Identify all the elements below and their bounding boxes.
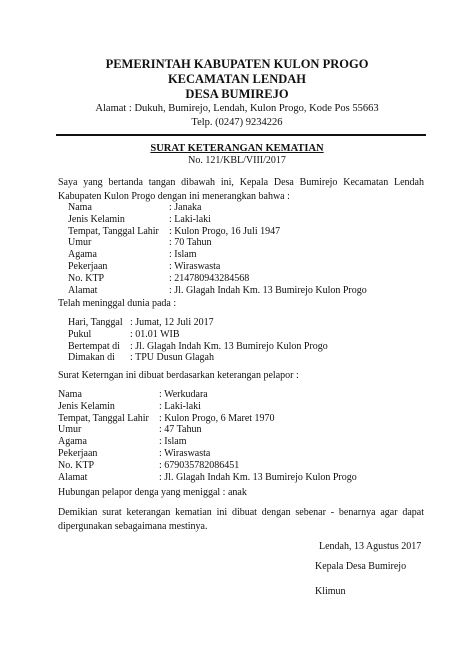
- death-row-value: : Jl. Glagah Indah Km. 13 Bumirejo Kulon Progo: [130, 340, 328, 352]
- intro-paragraph: Saya yang bertanda tangan dibawah ini, Kepala Desa Bumirejo Kecamatan Lendah Kabupaten Kulon Progo dengan ini menerangkan bahwa :: [58, 177, 424, 202]
- deceased-row-label: Tempat, Tanggal Lahir: [68, 225, 159, 237]
- header-district: KECAMATAN LENDAH: [167, 72, 307, 86]
- deceased-row-value: : Laki-laki: [169, 213, 211, 225]
- reporter-row: [58, 424, 357, 436]
- reporter-row-label: Agama: [58, 436, 87, 448]
- reporter-row-label: Pekerjaan: [58, 447, 98, 459]
- reporter-row: [58, 472, 357, 484]
- reporter-row-label: Tempat, Tanggal Lahir: [58, 412, 149, 424]
- deceased-row-value: : Janaka: [169, 202, 202, 213]
- deceased-row-value: : 70 Tahun: [169, 237, 212, 249]
- reporter-row-value: : 47 Tahun: [159, 424, 202, 436]
- deceased-row-label: Agama: [68, 249, 97, 261]
- death-row-value: : 01.01 WIB: [130, 328, 180, 340]
- death-intro: Telah meninggal dunia pada :: [58, 298, 177, 309]
- deceased-details: [68, 202, 367, 296]
- death-row-value: : Jumat, 12 Juli 2017: [130, 317, 214, 328]
- reporter-row-label: Umur: [58, 424, 82, 436]
- reporter-row-value: : Jl. Glagah Indah Km. 13 Bumirejo Kulon Progo: [159, 471, 357, 483]
- death-row-label: Dimakan di: [68, 352, 115, 364]
- deceased-row-label: Nama: [68, 202, 92, 213]
- signature-name: Klimun: [315, 586, 346, 597]
- death-row: [68, 341, 328, 353]
- deceased-row: [68, 214, 367, 226]
- reporter-row: [58, 460, 357, 472]
- deceased-row: [68, 285, 367, 297]
- death-row: [68, 317, 328, 329]
- reporter-row-label: No. KTP: [58, 459, 95, 471]
- reporter-row-value: : Laki-laki: [159, 400, 201, 412]
- reporter-row-value: : Werkudara: [159, 389, 208, 400]
- header-phone: Telp. (0247) 9234226: [191, 117, 283, 128]
- deceased-row-label: Jenis Kelamin: [68, 213, 125, 225]
- reporter-row-label: Nama: [58, 389, 82, 400]
- deceased-row-label: Alamat: [68, 284, 98, 296]
- header-divider: [56, 134, 426, 136]
- letter-title: SURAT KETERANGAN KEMATIAN: [150, 143, 324, 154]
- header-address: Alamat : Dukuh, Bumirejo, Lendah, Kulon Progo, Kode Pos 55663: [95, 103, 379, 114]
- relation-line: Hubungan pelapor denga yang meniggal : anak: [58, 487, 247, 498]
- header-regency: PEMERINTAH KABUPATEN KULON PROGO: [105, 57, 369, 71]
- reporter-row-label: Alamat: [58, 471, 88, 483]
- reporter-row: [58, 401, 357, 413]
- deceased-row: [68, 226, 367, 238]
- reporter-row: [58, 436, 357, 448]
- deceased-row-value: : Islam: [169, 249, 197, 261]
- deceased-row: [68, 273, 367, 285]
- reporter-row-value: : 679035782086451: [159, 459, 240, 471]
- death-row-value: : TPU Dusun Glagah: [130, 352, 214, 364]
- reporter-intro: Surat Keterngan ini dibuat berdasarkan keterangan pelapor :: [58, 370, 299, 381]
- reporter-row: [58, 448, 357, 460]
- reporter-row: [58, 389, 357, 401]
- header-village: DESA BUMIREJO: [185, 87, 289, 101]
- reporter-row-value: : Wiraswasta: [159, 447, 211, 459]
- closing-paragraph: Demikian surat keterangan kematian ini dibuat dengan sebenar - benarnya agar dapat dipergunakan sebagaimana mestinya.: [58, 507, 424, 532]
- deceased-row-value: : Jl. Glagah Indah Km. 13 Bumirejo Kulon Progo: [169, 284, 367, 296]
- reporter-row-value: : Islam: [159, 436, 187, 448]
- deceased-row: [68, 202, 367, 214]
- signature-position: Kepala Desa Bumirejo: [315, 561, 407, 572]
- reporter-row-label: Jenis Kelamin: [58, 400, 115, 412]
- death-row: [68, 352, 328, 364]
- letter-number: No. 121/KBL/VIII/2017: [188, 155, 286, 166]
- signature-place-date: Lendah, 13 Agustus 2017: [319, 541, 422, 552]
- deceased-row-value: : Wiraswasta: [169, 260, 221, 272]
- death-details: [68, 317, 328, 364]
- deceased-row-value: : Kulon Progo, 16 Juli 1947: [169, 225, 281, 237]
- death-row: [68, 329, 328, 341]
- deceased-row-label: Pekerjaan: [68, 260, 108, 272]
- reporter-row-value: : Kulon Progo, 6 Maret 1970: [159, 412, 275, 424]
- deceased-row-value: : 214780943284568: [169, 272, 250, 284]
- reporter-row: [58, 413, 357, 425]
- deceased-row-label: No. KTP: [68, 272, 105, 284]
- deceased-row-label: Umur: [68, 237, 92, 249]
- reporter-details: [58, 389, 357, 483]
- deceased-row: [68, 237, 367, 249]
- death-row-label: Bertempat di: [68, 340, 120, 352]
- death-row-label: Pukul: [68, 328, 92, 340]
- deceased-row: [68, 249, 367, 261]
- deceased-row: [68, 261, 367, 273]
- death-row-label: Hari, Tanggal: [68, 317, 123, 328]
